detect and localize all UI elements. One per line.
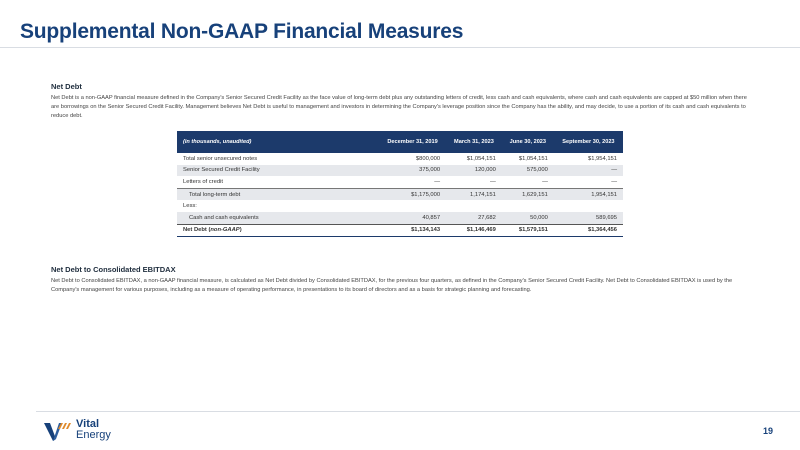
net-debt-heading: Net Debt xyxy=(51,82,82,91)
table-row xyxy=(177,176,623,188)
table-row-total xyxy=(177,188,623,200)
table-cell xyxy=(502,200,554,212)
non-gaap-label: non-GAAP xyxy=(210,227,240,234)
column-header: March 31, 2023 xyxy=(446,131,502,153)
net-debt-ebitdax-heading: Net Debt to Consolidated EBITDAX xyxy=(51,265,176,274)
table-cell: 50,000 xyxy=(502,212,554,224)
table-header-label: (in thousands, unaudited) xyxy=(177,131,379,153)
table-row xyxy=(177,165,623,177)
net-debt-description: Net Debt is a non-GAAP financial measure defined in the Company's Senior Secured Credit Facility as the face value of long-term debt plus any outstanding letters of credit, less cash and cash equivalents, where cash and cash equivalents are capped at $50 million when there are borrowings on the Senior Secured Credit Facility. Management believes Net Debt is useful to management and investors in determining the Company's leverage position since the Company has the ability, and may decide, to use a portion of its cash and cash equivalents to reduce debt. xyxy=(51,95,747,119)
table-cell: — xyxy=(554,165,623,177)
net-debt-section xyxy=(51,82,756,120)
table-cell xyxy=(379,200,446,212)
table-header-row xyxy=(177,131,623,153)
row-label: Total long-term debt xyxy=(177,188,379,200)
page-number: 19 xyxy=(763,426,774,436)
net-debt-ebitdax-description: Net Debt to Consolidated EBITDAX, a non-GAAP financial measure, is calculated as Net Debt divided by Consolidated EBITDAX, for the previous four quarters, as defined in the Company's Senior Secured Credit Facility. Net Debt to Consolidated EBITDAX is used by the Company's management for various purposes, including as a measure of operating performance, in presentations to its board of directors and as a basis for strategic planning and forecasting. xyxy=(51,278,733,293)
table-cell: 575,000 xyxy=(502,165,554,177)
row-label: Cash and cash equivalents xyxy=(177,212,379,224)
row-label: Less: xyxy=(183,203,197,210)
table-cell: 120,000 xyxy=(446,165,502,177)
table-cell: — xyxy=(490,178,496,185)
column-header: June 30, 2023 xyxy=(502,131,554,153)
vital-energy-logo-icon xyxy=(44,420,74,442)
table-cell: $1,134,143 xyxy=(379,224,446,237)
net-debt-ebitdax-section xyxy=(51,265,756,295)
table-cell: 589,695 xyxy=(554,212,623,224)
table-cell: $1,954,151 xyxy=(587,155,617,162)
table-row xyxy=(177,212,623,224)
table-row xyxy=(177,200,623,212)
table-cell: — xyxy=(434,178,441,185)
row-label: Total senior unsecured notes xyxy=(183,155,258,162)
table-cell: 1,174,151 xyxy=(446,188,502,200)
table-cell: 27,682 xyxy=(446,212,502,224)
table-cell: 375,000 xyxy=(379,165,446,177)
net-debt-table xyxy=(177,131,623,237)
table-cell: 1,954,151 xyxy=(554,188,623,200)
table-cell: $1,364,456 xyxy=(554,224,623,237)
page-title: Supplemental Non-GAAP Financial Measures xyxy=(20,20,464,43)
table-cell: $1,175,000 xyxy=(379,188,446,200)
table-cell: 40,857 xyxy=(379,212,446,224)
table-cell: $1,054,151 xyxy=(466,155,496,162)
footer-divider xyxy=(36,411,800,412)
table-cell: $1,579,151 xyxy=(502,224,554,237)
logo-word-vital: Vital xyxy=(76,418,100,430)
row-label: Senior Secured Credit Facility xyxy=(177,165,379,177)
table-cell: $1,146,469 xyxy=(446,224,502,237)
net-debt-label: Net Debt ( xyxy=(183,227,211,234)
table-cell xyxy=(554,200,623,212)
column-header: September 30, 2023 xyxy=(554,131,623,153)
row-label: Letters of credit xyxy=(183,178,223,185)
vital-energy-logo xyxy=(44,418,124,444)
table-row xyxy=(177,153,623,165)
table-cell: — xyxy=(542,178,548,185)
logo-wordmark xyxy=(76,419,111,441)
header-divider xyxy=(0,47,800,48)
table-cell: 1,629,151 xyxy=(502,188,554,200)
logo-word-energy: Energy xyxy=(76,429,111,441)
table-cell: — xyxy=(611,178,617,185)
row-label xyxy=(177,224,379,237)
table-cell: $800,000 xyxy=(415,155,441,162)
table-cell xyxy=(446,200,502,212)
table-cell: $1,054,151 xyxy=(518,155,548,162)
column-header: December 31, 2019 xyxy=(379,131,446,153)
net-debt-label-close: ) xyxy=(239,227,242,234)
table-row-net-debt xyxy=(177,224,623,237)
